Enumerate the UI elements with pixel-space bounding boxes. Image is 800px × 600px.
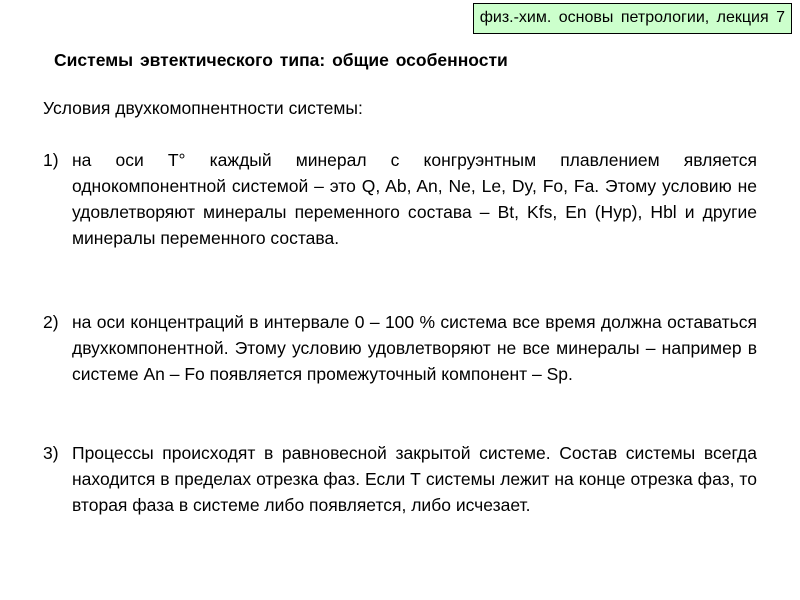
list-item-3 bbox=[43, 440, 757, 518]
slide-title: Системы эвтектического типа: общие особенности bbox=[54, 50, 508, 70]
list-item-number: 3) bbox=[43, 443, 59, 463]
list-item-1 bbox=[43, 147, 757, 251]
lecture-header-label: физ.-хим. основы петрологии, лекция 7 bbox=[473, 3, 792, 34]
list-item-2 bbox=[43, 309, 757, 387]
intro-text: Условия двухкомопнентности системы: bbox=[43, 98, 363, 118]
list-item-text: на оси Т° каждый минерал с конгруэнтным плавлением является однокомпонентной системой – это Q, Ab, An, Ne, Le, Dy, Fo, Fa. Этому условию не удовлетворяют минералы переменного состава – Bt, Kfs, En (Hyp), Hbl и другие минералы переменного состава. bbox=[72, 150, 757, 248]
list-item-text: Процессы происходят в равновесной закрытой системе. Состав системы всегда находится в пределах отрезка фаз. Если Т системы лежит на конце отрезка фаз, то вторая фаза в системе либо появляется, либо исчезает. bbox=[72, 443, 757, 515]
list-item-text: на оси концентраций в интервале 0 – 100 % система все время должна оставаться двухкомпонентной. Этому условию удовлетворяют не все минералы – например в системе An – Fo появляется промежуточный компонент – Sp. bbox=[72, 312, 757, 384]
list-item-number: 1) bbox=[43, 150, 59, 170]
list-item-number: 2) bbox=[43, 312, 59, 332]
